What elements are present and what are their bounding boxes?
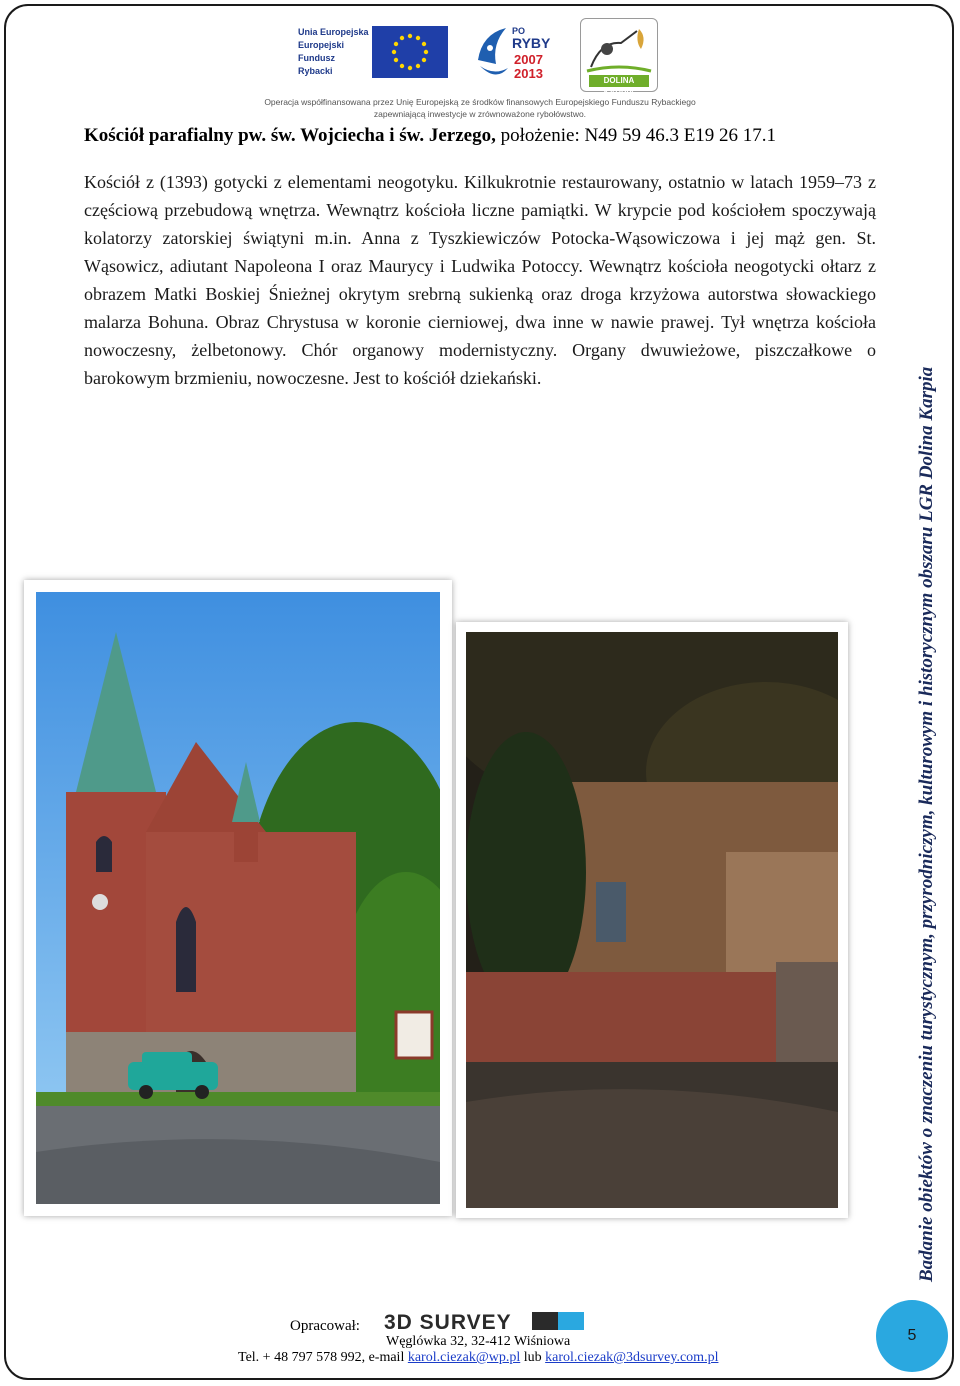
email-link-secondary[interactable]: karol.ciezak@3dsurvey.com.pl bbox=[545, 1350, 719, 1365]
poryby-top: PO bbox=[512, 26, 526, 36]
title-location: położenie: N49 59 46.3 E19 26 17.1 bbox=[495, 125, 777, 146]
footer-contact bbox=[238, 1350, 718, 1366]
3d-survey-logo bbox=[382, 1308, 586, 1334]
page-title bbox=[84, 125, 864, 147]
footer bbox=[230, 1304, 770, 1370]
body-paragraph: Kościół z (1393) gotycki z elementami neogotyku. Kilkukrotnie restaurowany, ostatnio w latach 1959–73 z częściową przebudową wnętrza. Wewnątrz kościoła liczne pamiątki. W krypcie pod kościołem spoczywają kolatorzy zatorskiej świątyni m.in. Anna z Tyszkiewiczów Potocka-Wąsowiczowa i jej mąż gen. St. Wąsowicz, adiutant Napoleona I oraz Maurycy i Ludwika Potoccy. Wewnątrz kościoła neogotycki ołtarz z obrazem Matki Boskiej Śnieżnej okrytym srebrną sukienką oraz droga krzyżowa autorstwa słowackiego malarza Bohuna. Obraz Chrystusa w koronie cierniowej, dwa inne w nawie prawej. Tył wnętrza kościoła nowoczesny, żelbetonowy. Chór organowy modernistyczny. Organy dwuwieżowe, piszczałkowe o barokowym brzmieniu, nowoczesne. Jest to kościół dziekański. bbox=[84, 172, 876, 388]
eu-flag-icon bbox=[372, 26, 448, 78]
header-caption bbox=[250, 96, 710, 120]
caption-line: Operacja współfinansowana przez Unię Europejską ze środków finansowych Europejskiego Funduszu Rybackiego bbox=[264, 97, 696, 107]
dolina-karpia-logo bbox=[580, 18, 658, 97]
eu-line: Fundusz bbox=[298, 53, 335, 63]
footer-or: lub bbox=[520, 1350, 546, 1365]
side-vertical-caption: Badanie obiektów o znaczeniu turystycznym, przyrodniczym, kulturowym i historycznym obszaru LGR Dolina Karpia bbox=[916, 366, 937, 1282]
poryby-logo bbox=[472, 20, 558, 90]
church-photo-side bbox=[456, 622, 848, 1218]
poryby-main: RYBY bbox=[512, 35, 551, 51]
poryby-year: 2013 bbox=[514, 66, 543, 81]
logo-text: 3D SURVEY bbox=[384, 1311, 512, 1334]
title-church-name: Kościół parafialny pw. św. Wojciecha i św. Jerzego, bbox=[84, 125, 496, 146]
church-photo-exterior bbox=[24, 580, 452, 1216]
prepared-by-label: Opracował: bbox=[290, 1318, 360, 1334]
eu-line: Rybacki bbox=[298, 66, 333, 76]
poryby-year: 2007 bbox=[514, 52, 543, 67]
header-logos bbox=[250, 18, 710, 123]
eu-line: Unia Europejska bbox=[298, 27, 369, 37]
caption-line: zapewniającą inwestycje w zrównoważone rybołówstwo. bbox=[373, 109, 587, 119]
eu-line: Europejski bbox=[298, 40, 345, 50]
eu-fund-text bbox=[298, 26, 369, 78]
dolina-label: DOLINA KARPIA bbox=[589, 75, 649, 87]
footer-tel: Tel. + 48 797 578 992, e-mail bbox=[238, 1350, 408, 1365]
page-number-badge: 5 bbox=[876, 1300, 948, 1372]
email-link-primary[interactable]: karol.ciezak@wp.pl bbox=[407, 1350, 521, 1365]
footer-address: Węglówka 32, 32-412 Wiśniowa bbox=[386, 1334, 571, 1349]
